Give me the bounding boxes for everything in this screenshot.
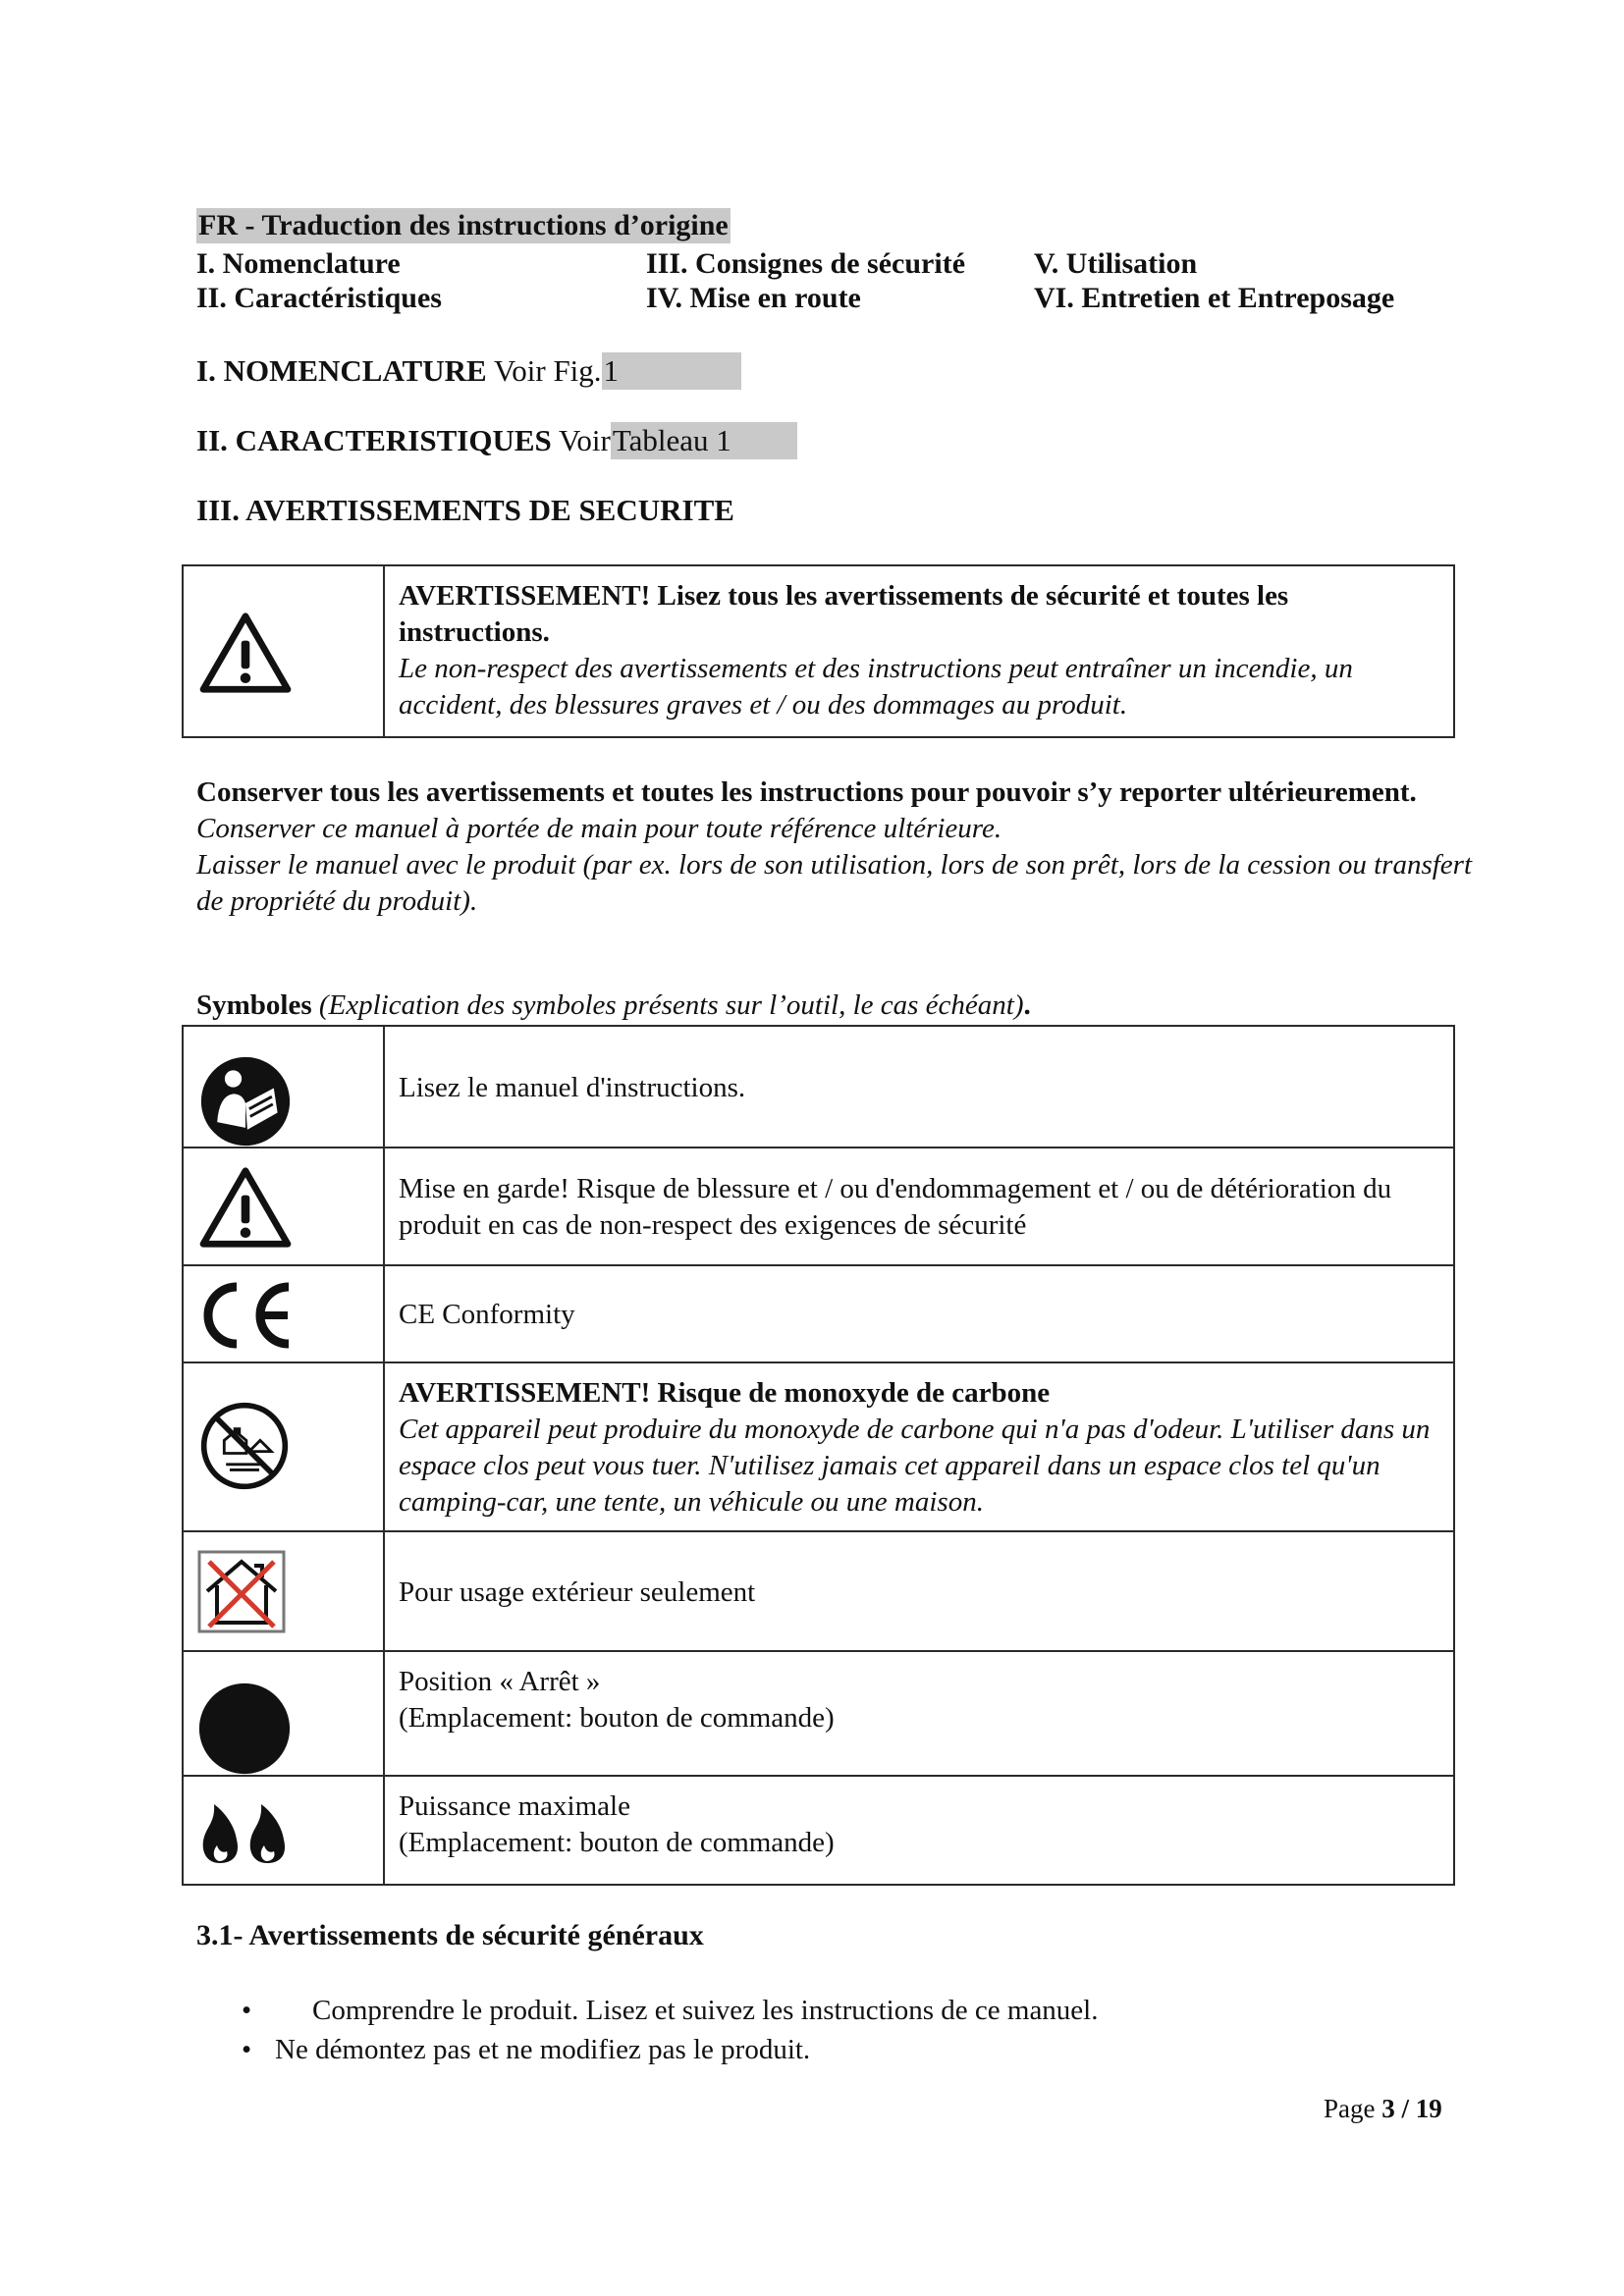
- symbol-row: [183, 1026, 1454, 1148]
- keep-bold-text: Conserver tous les avertissements et toutes les instructions pour pouvoir s’y reporter ultérieurement.: [196, 776, 1417, 808]
- keep-instructions: [196, 774, 1483, 920]
- section-heading-securite: III. AVERTISSEMENTS DE SECURITE: [196, 493, 734, 527]
- figure-ref-value: 1: [602, 352, 741, 390]
- page-current: 3: [1381, 2094, 1395, 2123]
- section-nomenclature: [196, 352, 741, 390]
- warning-triangle-icon: [198, 1165, 293, 1250]
- table-ref-value: Tableau 1: [611, 422, 797, 459]
- symbols-title-bold: Symboles: [196, 989, 312, 1021]
- warning-bold-text: AVERTISSEMENT! Lisez tous les avertissements de sécurité et toutes les instructions.: [399, 580, 1289, 648]
- bullet-item-2: Ne démontez pas et ne modifiez pas le produit.: [275, 2034, 811, 2065]
- symbol-text: CE Conformity: [399, 1299, 575, 1330]
- bullet-item-1: Comprendre le produit. Lisez et suivez les instructions de ce manuel.: [312, 1995, 1099, 2026]
- figure-ref-prefix: Voir Fig.: [486, 353, 602, 388]
- symbols-period: .: [1023, 989, 1031, 1021]
- toc-item-caracteristiques: II. Caractéristiques: [196, 282, 442, 314]
- outdoor-use-only-icon: [197, 1550, 286, 1633]
- warning-italic-text: Le non-respect des avertissements et des instructions peut entraîner un incendie, un accident, des blessures graves et / ou des dommages au produit.: [399, 653, 1353, 721]
- read-manual-icon: [198, 1054, 293, 1148]
- max-power-flame-icon: [197, 1800, 292, 1865]
- max-power-location: (Emplacement: bouton de commande): [399, 1827, 835, 1858]
- toc-item-entretien: VI. Entretien et Entreposage: [1034, 282, 1395, 314]
- symbol-row: [183, 1265, 1454, 1362]
- co-warning-text: Cet appareil peut produire du monoxyde de carbone qui n'a pas d'odeur. L'utiliser dans un espace clos peut vous tuer. N'utilisez jamais cet appareil dans un espace clos tel qu'un camping-car, une tente, un véhicule ou une maison.: [399, 1414, 1431, 1518]
- page-total: 19: [1415, 2094, 1442, 2123]
- symbol-row: [183, 1148, 1454, 1265]
- warning-triangle-icon: [198, 611, 293, 695]
- symbol-row: [183, 1776, 1454, 1885]
- bullet-dot: •: [242, 1995, 252, 2026]
- page-number: [1324, 2094, 1442, 2124]
- symbol-text: Lisez le manuel d'instructions.: [399, 1071, 746, 1103]
- symbol-row: [183, 1531, 1454, 1651]
- warning-text-cell: [384, 565, 1454, 737]
- bullet-dot: •: [242, 2034, 252, 2065]
- page-separator: /: [1394, 2094, 1416, 2123]
- page-prefix: Page: [1324, 2094, 1382, 2123]
- warning-box: [182, 564, 1455, 738]
- section-heading: II. CARACTERISTIQUES: [196, 423, 552, 457]
- warning-icon-cell: [183, 565, 384, 737]
- keep-line-1: Conserver ce manuel à portée de main pour toute référence ultérieure.: [196, 813, 1002, 844]
- off-position-label: Position « Arrêt »: [399, 1666, 601, 1697]
- symbol-text: Pour usage extérieur seulement: [399, 1575, 756, 1608]
- section-caracteristiques: [196, 422, 797, 459]
- co-warning-title: AVERTISSEMENT! Risque de monoxyde de carbone: [399, 1377, 1051, 1409]
- toc-item-nomenclature: I. Nomenclature: [196, 247, 401, 280]
- max-power-label: Puissance maximale: [399, 1790, 630, 1822]
- table-ref-prefix: Voir: [551, 423, 611, 457]
- section-heading: I. NOMENCLATURE: [196, 353, 487, 388]
- ce-mark-icon: [197, 1281, 296, 1350]
- toc-item-mise-en-route: IV. Mise en route: [646, 282, 861, 314]
- off-position-location: (Emplacement: bouton de commande): [399, 1702, 835, 1734]
- symbol-text: Mise en garde! Risque de blessure et / ou d'endommagement et / ou de détérioration du produit en cas de non-respect des exigences de sécurité: [399, 1173, 1392, 1241]
- symbols-subtitle: (Explication des symboles présents sur l’outil, le cas échéant): [318, 989, 1024, 1021]
- keep-line-2: Laisser le manuel avec le produit (par ex. lors de son utilisation, lors de son prêt, lors de la cession ou transfert de propriété du produit).: [196, 849, 1473, 917]
- symbols-title: [196, 988, 1031, 1024]
- symbol-row: [183, 1362, 1454, 1531]
- document-title: FR - Traduction des instructions d’origine: [198, 209, 729, 241]
- toc-item-utilisation: V. Utilisation: [1034, 247, 1198, 280]
- carbon-monoxide-icon: [198, 1400, 291, 1492]
- symbols-table: [182, 1025, 1455, 1886]
- off-position-icon: [197, 1682, 292, 1776]
- general-warnings-heading: 3.1- Avertissements de sécurité généraux: [196, 1919, 704, 1951]
- symbol-row: [183, 1651, 1454, 1776]
- toc-item-consignes: III. Consignes de sécurité: [646, 247, 966, 280]
